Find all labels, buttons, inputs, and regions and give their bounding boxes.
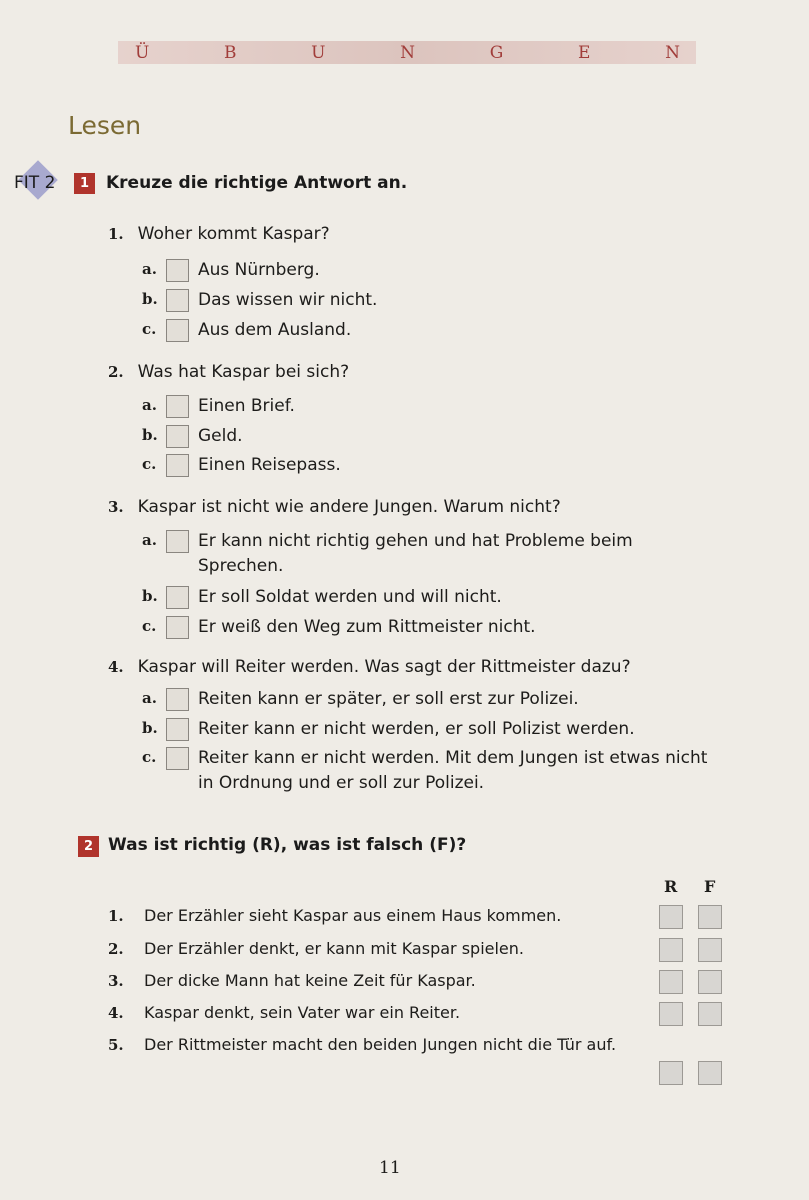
falsch-checkbox[interactable] <box>698 1061 722 1085</box>
question-number: 1. <box>108 225 124 243</box>
option-letter: c. <box>142 617 157 635</box>
answer-option <box>142 717 718 742</box>
option-letter: c. <box>142 748 157 766</box>
option-text: Einen Brief. <box>198 396 295 416</box>
option-text: Geld. <box>198 426 243 446</box>
answer-option <box>142 453 718 478</box>
answer-option <box>142 258 718 283</box>
question <box>108 497 561 517</box>
question <box>108 657 631 677</box>
option-letter: b. <box>142 719 158 737</box>
exercises-banner <box>118 41 696 64</box>
statement-row <box>108 972 644 994</box>
question-number: 2. <box>108 363 124 381</box>
statement-row <box>108 940 644 962</box>
question-text: Woher kommt Kaspar? <box>137 224 330 244</box>
falsch-checkbox[interactable] <box>698 938 722 962</box>
statement-row <box>108 907 644 929</box>
option-letter: a. <box>142 260 157 278</box>
answer-checkbox[interactable] <box>166 259 189 282</box>
statement-number: 5. <box>108 1036 124 1054</box>
option-text: Einen Reisepass. <box>198 455 341 475</box>
richtig-checkbox[interactable] <box>659 938 683 962</box>
question <box>108 224 330 244</box>
exercise-number-badge: 1 <box>74 173 95 194</box>
falsch-checkbox[interactable] <box>698 1002 722 1026</box>
answer-option <box>142 529 698 579</box>
column-header-falsch: F <box>704 877 716 896</box>
answer-checkbox[interactable] <box>166 586 189 609</box>
banner-letter: Ü <box>135 42 150 63</box>
statement-number: 3. <box>108 972 124 990</box>
question <box>108 362 349 382</box>
answer-option <box>142 424 718 449</box>
statement-text: Der Rittmeister macht den beiden Jungen nicht die Tür auf. <box>144 1035 617 1054</box>
richtig-checkbox[interactable] <box>659 905 683 929</box>
statement-text: Kaspar denkt, sein Vater war ein Reiter. <box>144 1003 461 1022</box>
falsch-checkbox[interactable] <box>698 970 722 994</box>
answer-option <box>142 746 708 796</box>
column-header-richtig: R <box>664 877 678 896</box>
exercise-heading: Was ist richtig (R), was ist falsch (F)? <box>108 835 467 855</box>
statement-number: 4. <box>108 1004 124 1022</box>
fit-label: FIT 2 <box>14 173 56 193</box>
answer-option <box>142 318 718 343</box>
statement-row <box>108 1004 644 1026</box>
falsch-checkbox[interactable] <box>698 905 722 929</box>
richtig-checkbox[interactable] <box>659 970 683 994</box>
banner-letter: U <box>311 42 326 63</box>
option-text: Das wissen wir nicht. <box>198 290 378 310</box>
question-number: 3. <box>108 498 124 516</box>
option-text: Er weiß den Weg zum Rittmeister nicht. <box>198 617 536 637</box>
answer-checkbox[interactable] <box>166 688 189 711</box>
answer-checkbox[interactable] <box>166 395 189 418</box>
exercise-heading: Kreuze die richtige Antwort an. <box>106 173 408 193</box>
option-text: Reiter kann er nicht werden, er soll Polizist werden. <box>198 719 635 739</box>
answer-checkbox[interactable] <box>166 289 189 312</box>
statement-number: 2. <box>108 940 124 958</box>
banner-letter: N <box>400 42 416 63</box>
option-text: Reiter kann er nicht werden. Mit dem Jungen ist etwas nicht in Ordnung und er soll zur Polizei. <box>198 748 708 793</box>
option-text: Aus Nürnberg. <box>198 260 320 280</box>
option-text: Reiten kann er später, er soll erst zur Polizei. <box>198 689 579 709</box>
answer-checkbox[interactable] <box>166 425 189 448</box>
banner-letter: G <box>489 42 504 63</box>
banner-letter: E <box>577 42 591 63</box>
answer-checkbox[interactable] <box>166 319 189 342</box>
statement-text: Der dicke Mann hat keine Zeit für Kaspar. <box>144 971 476 990</box>
answer-checkbox[interactable] <box>166 747 189 770</box>
answer-option <box>142 585 718 610</box>
answer-option <box>142 288 718 313</box>
statement-text: Der Erzähler denkt, er kann mit Kaspar spielen. <box>144 939 524 958</box>
answer-checkbox[interactable] <box>166 530 189 553</box>
option-letter: b. <box>142 587 158 605</box>
question-text: Kaspar ist nicht wie andere Jungen. Warum nicht? <box>137 497 561 517</box>
richtig-checkbox[interactable] <box>659 1061 683 1085</box>
option-text: Er soll Soldat werden und will nicht. <box>198 587 502 607</box>
question-text: Was hat Kaspar bei sich? <box>137 362 350 382</box>
statement-row <box>108 1036 624 1058</box>
exercise-number-badge: 2 <box>78 836 99 857</box>
question-number: 4. <box>108 658 124 676</box>
option-letter: c. <box>142 455 157 473</box>
statement-number: 1. <box>108 907 124 925</box>
answer-checkbox[interactable] <box>166 616 189 639</box>
answer-checkbox[interactable] <box>166 454 189 477</box>
option-letter: a. <box>142 689 157 707</box>
option-letter: c. <box>142 320 157 338</box>
option-letter: a. <box>142 396 157 414</box>
richtig-checkbox[interactable] <box>659 1002 683 1026</box>
answer-option <box>142 615 718 640</box>
statement-text: Der Erzähler sieht Kaspar aus einem Haus kommen. <box>144 906 562 925</box>
option-letter: a. <box>142 531 157 549</box>
option-letter: b. <box>142 426 158 444</box>
section-title: Lesen <box>68 111 142 140</box>
option-letter: b. <box>142 290 158 308</box>
option-text: Aus dem Ausland. <box>198 320 352 340</box>
page-number: 11 <box>379 1158 401 1178</box>
answer-option <box>142 394 718 419</box>
banner-letter: B <box>224 42 237 63</box>
answer-option <box>142 687 718 712</box>
question-text: Kaspar will Reiter werden. Was sagt der Rittmeister dazu? <box>137 657 631 677</box>
option-text: Er kann nicht richtig gehen und hat Probleme beim Sprechen. <box>198 531 633 576</box>
banner-letter: N <box>665 42 680 63</box>
answer-checkbox[interactable] <box>166 718 189 741</box>
